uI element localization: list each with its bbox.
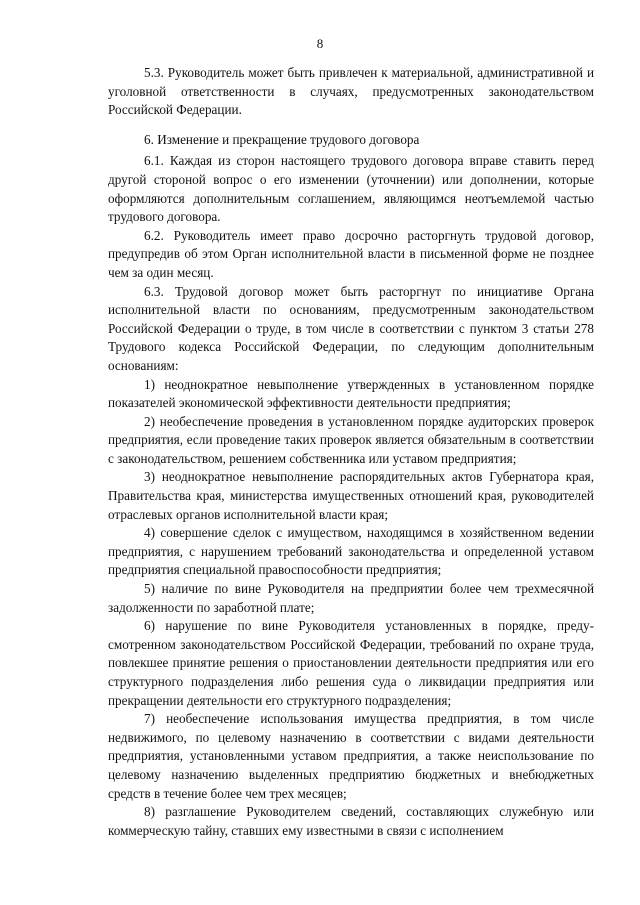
list-item-5: 5) наличие по вине Руководителя на предприятии более чем трехмесячной задолженности по заработной плате; xyxy=(108,581,594,615)
page-number: 8 xyxy=(316,36,324,51)
section-heading-6: 6. Изменение и прекращение трудового договора xyxy=(144,131,420,147)
list-item-3: 3) неоднократное невыполнение распорядительных актов Губернатора края, Правительства края, министерства имущественных отношений края, руководителей отраслевых органов исполнительной власти края; xyxy=(108,469,594,522)
paragraph-5-3: 5.3. Руководитель может быть привлечен к материальной, административной и уголовной ответственности в случаях, предусмотренных законодательством Российской Федерации. xyxy=(108,65,594,118)
list-item-4: 4) совершение сделок с имуществом, находящимся в хозяйственном ведении предприятия, с нарушением требований законодательства и определенной уставом предприятия специальной правоспособности предприятия; xyxy=(108,525,594,578)
list-item-6: 6) нарушение по вине Руководителя установленных в порядке, предусмотренном законодательством Российской Федерации, требований по охране труда, повлекшее принятие решения о приостановлении деятельности предприятия или его структурного подразделения либо решения суда о ликвидации предприятия или прекращении деятельности его структурного подразделения; xyxy=(108,618,594,708)
paragraph-6-1: 6.1. Каждая из сторон настоящего трудового договора вправе ставить перед другой стороной вопрос о его изменении (уточнении) или дополнении, которые оформляются дополнительным соглашением, являющимся неотъемлемой частью трудового договора. xyxy=(108,153,594,225)
paragraph-6-2: 6.2. Руководитель имеет право досрочно расторгнуть трудовой договор, предупредив об этом Орган исполнительной власти в письменной форме не позднее чем за один месяц. xyxy=(108,227,594,280)
list-item-1: 1) неоднократное невыполнение утвержденных в установленном порядке показателей экономической эффективности деятельности предприятия; xyxy=(108,376,594,411)
list-item-2: 2) необеспечение проведения в установленном порядке аудиторских проверок предприятия, если проведение таких проверок является обязательным в соответствии с законодательством, решением собственника или уставом предприятия; xyxy=(108,413,594,466)
list-item-7: 7) необеспечение использования имущества предприятия, в том числе недвижимого, по целевому назначению в соответствии с видами деятельности предприятия, установленными уставом предприятия, а также неиспользование по целевому назначению выделенных предприятию бюджетных и внебюджетных средств в течение более чем трех месяцев; xyxy=(108,711,594,801)
document-body xyxy=(108,64,594,840)
list-item-8: 8) разглашение Руководителем сведений, составляющих служебную или коммерческую тайну, ставших ему известными в связи с исполнением xyxy=(108,804,594,838)
paragraph-6-3: 6.3. Трудовой договор может быть расторгнут по инициативе Органа исполнительной власти по основаниям, предусмотренным законодательством Российской Федерации о труде, в том числе в соответствии с пунктом 3 статьи 278 Трудового кодекса Российской Федерации, по следующим дополнительным основаниям: xyxy=(108,283,594,373)
